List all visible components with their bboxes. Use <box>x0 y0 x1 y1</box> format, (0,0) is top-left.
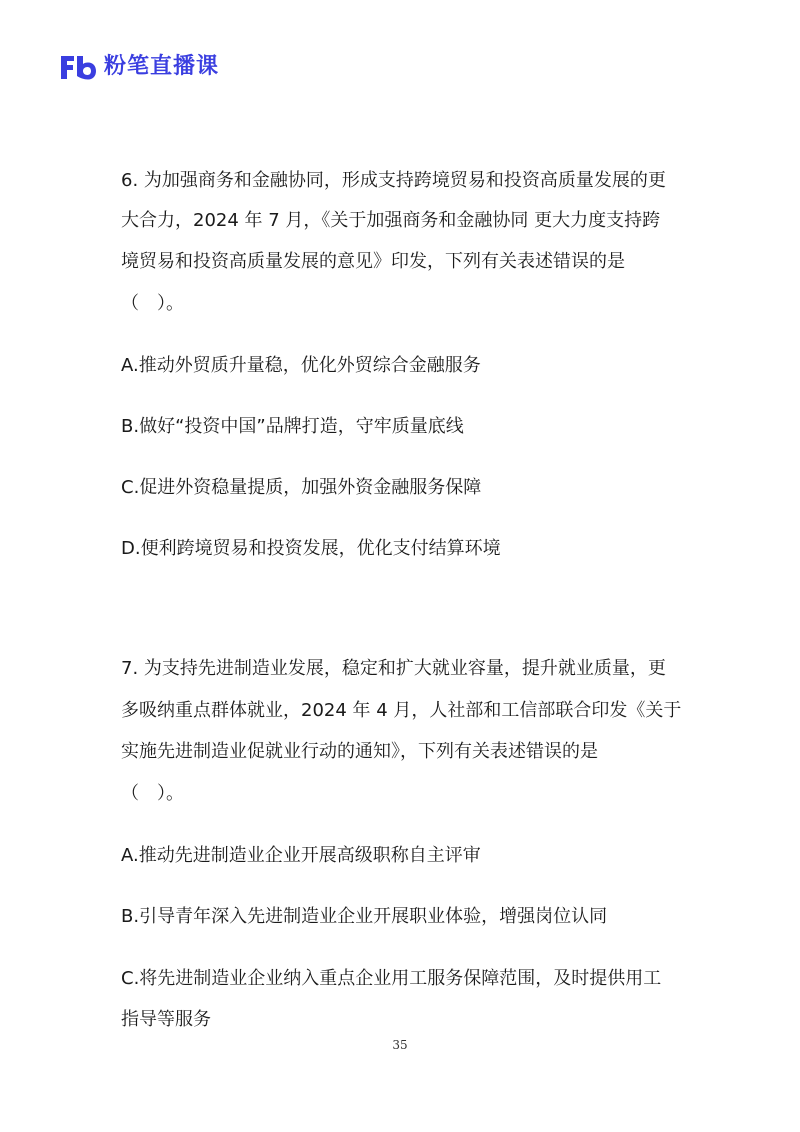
page-number: 35 <box>392 1038 408 1052</box>
question-7-option-a: A.推动先进制造业企业开展高级职称自主评审 <box>121 845 481 866</box>
question-6-stem-line-2: 大合力，2024 年 7 月，《关于加强商务和金融协同 更大力度支持跨 <box>121 210 661 231</box>
brand-logo <box>58 52 219 82</box>
fenbi-logo-icon <box>58 52 98 82</box>
question-6-option-c: C.促进外资稳量提质，加强外资金融服务保障 <box>121 477 482 498</box>
question-6-option-b: B.做好“投资中国”品牌打造，守牢质量底线 <box>121 416 464 437</box>
question-7-option-c: C.将先进制造业企业纳入重点企业用工服务保障范围，及时提供用工 <box>121 968 662 989</box>
question-7-option-c-continued: 指导等服务 <box>121 1009 211 1030</box>
question-7-stem-line-2: 多吸纳重点群体就业，2024 年 4 月，人社部和工信部联合印发《关于 <box>121 700 682 721</box>
question-6-stem-line-3: 境贸易和投资高质量发展的意见》印发，下列有关表述错误的是 <box>121 251 625 272</box>
question-7-stem-line-1: 7. 为支持先进制造业发展，稳定和扩大就业容量，提升就业质量，更 <box>121 658 666 679</box>
question-6-option-d: D.便利跨境贸易和投资发展，优化支付结算环境 <box>121 538 501 559</box>
question-6-stem-line-1: 6. 为加强商务和金融协同，形成支持跨境贸易和投资高质量发展的更 <box>121 170 666 191</box>
brand-name: 粉笔直播课 <box>104 54 220 79</box>
question-6-option-a: A.推动外贸质升量稳，优化外贸综合金融服务 <box>121 355 481 376</box>
question-7-stem-line-4: （ ）。 <box>121 783 184 804</box>
question-7-stem-line-3: 实施先进制造业促就业行动的通知》，下列有关表述错误的是 <box>121 741 598 762</box>
question-7-option-b: B.引导青年深入先进制造业企业开展职业体验，增强岗位认同 <box>121 906 608 927</box>
question-6-stem-line-4: （ ）。 <box>121 293 184 314</box>
